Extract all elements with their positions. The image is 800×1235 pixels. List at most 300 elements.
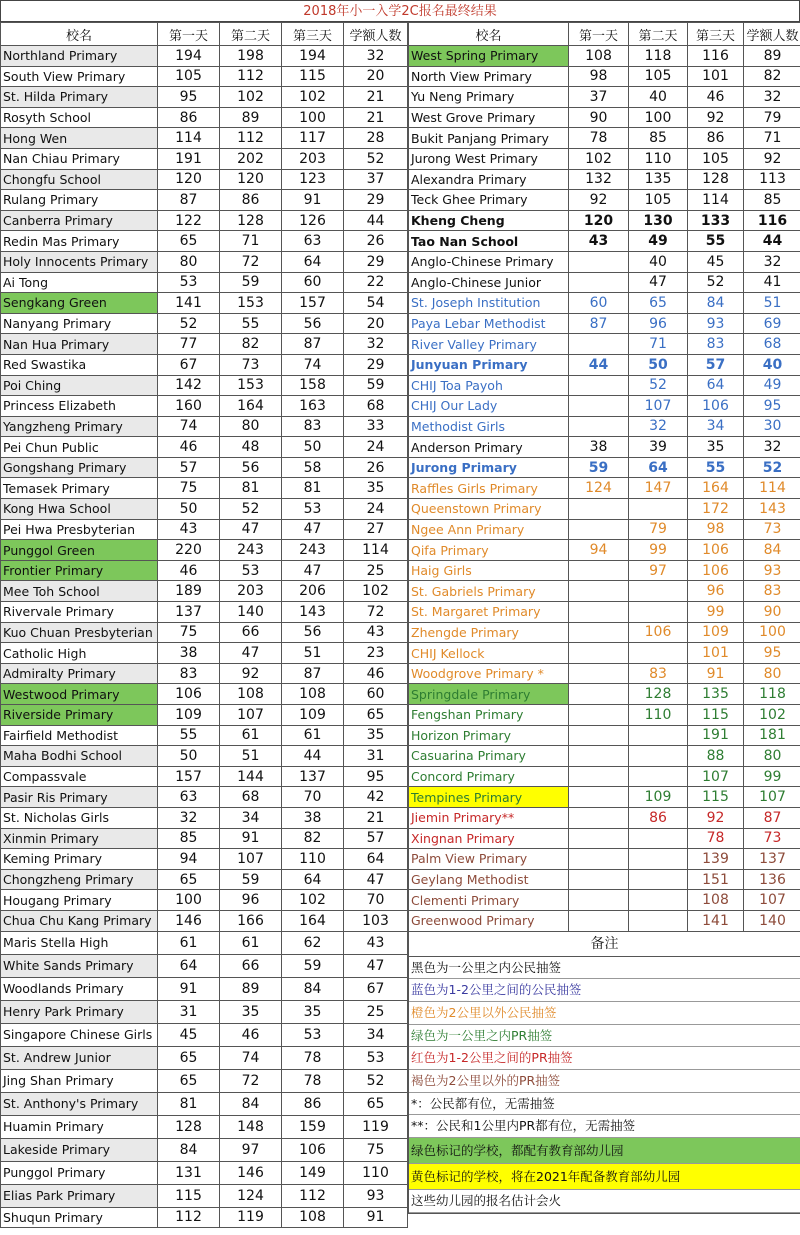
table-row xyxy=(409,766,800,787)
quota-cell: 31 xyxy=(344,746,408,767)
school-name-cell: Ngee Ann Primary xyxy=(409,519,569,540)
school-name-cell: St. Nicholas Girls xyxy=(1,807,158,828)
school-name-cell: Gongshang Primary xyxy=(1,457,158,478)
day-count-cell: 86 xyxy=(629,807,688,828)
day-count-cell: 75 xyxy=(158,622,220,643)
table-row xyxy=(409,334,800,355)
quota-cell: 34 xyxy=(344,1023,408,1046)
day-count-cell: 40 xyxy=(629,87,688,108)
quota-cell: 73 xyxy=(744,828,800,849)
day-count-cell: 107 xyxy=(220,705,282,726)
quota-cell: 60 xyxy=(344,684,408,705)
table-row xyxy=(409,890,800,911)
table-row xyxy=(1,66,408,87)
school-name-cell: Shuqun Primary xyxy=(1,1207,158,1228)
table-row xyxy=(1,807,408,828)
school-name-cell: Concord Primary xyxy=(409,766,569,787)
table-row xyxy=(1,954,408,977)
school-name-cell: Hougang Primary xyxy=(1,890,158,911)
quota-cell: 69 xyxy=(744,313,800,334)
quota-cell: 65 xyxy=(344,705,408,726)
day-count-cell: 47 xyxy=(220,519,282,540)
school-name-cell: Princess Elizabeth xyxy=(1,396,158,417)
day-count-cell: 55 xyxy=(688,231,744,252)
table-row xyxy=(409,375,800,396)
school-name-cell: Nanyang Primary xyxy=(1,313,158,334)
col-school: 校名 xyxy=(1,23,158,46)
day-count-cell: 56 xyxy=(282,313,344,334)
left-table-body xyxy=(1,46,408,1228)
table-row xyxy=(409,272,800,293)
day-count-cell: 96 xyxy=(629,313,688,334)
day-count-cell: 53 xyxy=(158,272,220,293)
quota-cell: 140 xyxy=(744,910,800,931)
col-quota: 学额人数 xyxy=(344,23,408,46)
day-count-cell xyxy=(569,272,629,293)
quota-cell: 75 xyxy=(344,1138,408,1161)
table-row xyxy=(409,684,800,705)
school-name-cell: Fairfield Methodist xyxy=(1,725,158,746)
school-name-cell: Maris Stella High xyxy=(1,931,158,954)
school-name-cell: Zhengde Primary xyxy=(409,622,569,643)
quota-cell: 29 xyxy=(344,251,408,272)
quota-cell: 79 xyxy=(744,107,800,128)
day-count-cell: 56 xyxy=(220,457,282,478)
day-count-cell: 117 xyxy=(282,128,344,149)
table-row xyxy=(1,766,408,787)
note-item: 黑色为一公里之内公民抽签 xyxy=(409,957,800,980)
day-count-cell xyxy=(569,519,629,540)
note-item: **：公民和1公里内PR都有位，无需抽签 xyxy=(409,1115,800,1138)
day-count-cell: 122 xyxy=(158,210,220,231)
day-count-cell: 66 xyxy=(220,954,282,977)
day-count-cell: 109 xyxy=(688,622,744,643)
day-count-cell: 59 xyxy=(220,272,282,293)
day-count-cell xyxy=(569,684,629,705)
table-row xyxy=(1,828,408,849)
day-count-cell: 71 xyxy=(220,231,282,252)
quota-cell: 32 xyxy=(744,251,800,272)
school-name-cell: Punggol Primary xyxy=(1,1161,158,1184)
table-row xyxy=(1,581,408,602)
day-count-cell: 107 xyxy=(688,766,744,787)
day-count-cell: 105 xyxy=(688,148,744,169)
day-count-cell: 243 xyxy=(282,540,344,561)
table-row xyxy=(409,210,800,231)
day-count-cell: 78 xyxy=(688,828,744,849)
quota-cell: 27 xyxy=(344,519,408,540)
school-name-cell: St. Margaret Primary xyxy=(409,602,569,623)
quota-cell: 84 xyxy=(744,540,800,561)
quota-cell: 32 xyxy=(744,437,800,458)
quota-cell: 25 xyxy=(344,1000,408,1023)
day-count-cell xyxy=(629,499,688,520)
quota-cell: 102 xyxy=(744,705,800,726)
quota-cell: 51 xyxy=(744,293,800,314)
day-count-cell: 151 xyxy=(688,869,744,890)
school-name-cell: Westwood Primary xyxy=(1,684,158,705)
day-count-cell: 139 xyxy=(688,849,744,870)
school-name-cell: Singapore Chinese Girls xyxy=(1,1023,158,1046)
table-row xyxy=(1,663,408,684)
table-row xyxy=(1,890,408,911)
school-name-cell: Pei Hwa Presbyterian xyxy=(1,519,158,540)
day-count-cell xyxy=(569,334,629,355)
day-count-cell: 157 xyxy=(158,766,220,787)
table-row xyxy=(409,148,800,169)
day-count-cell: 115 xyxy=(688,705,744,726)
table-row xyxy=(409,602,800,623)
day-count-cell: 65 xyxy=(158,231,220,252)
quota-cell: 82 xyxy=(744,66,800,87)
day-count-cell: 45 xyxy=(688,251,744,272)
quota-cell: 40 xyxy=(744,354,800,375)
day-count-cell xyxy=(569,766,629,787)
school-name-cell: Anglo-Chinese Junior xyxy=(409,272,569,293)
day-count-cell: 153 xyxy=(220,293,282,314)
table-row xyxy=(409,663,800,684)
table-row xyxy=(409,705,800,726)
quota-cell: 70 xyxy=(344,890,408,911)
tables-wrap xyxy=(0,22,800,1228)
day-count-cell: 53 xyxy=(220,560,282,581)
day-count-cell: 98 xyxy=(569,66,629,87)
day-count-cell: 108 xyxy=(282,684,344,705)
day-count-cell: 166 xyxy=(220,910,282,931)
day-count-cell: 163 xyxy=(282,396,344,417)
note-item: 这些幼儿园的报名估计会火 xyxy=(409,1190,800,1213)
table-row xyxy=(1,169,408,190)
day-count-cell: 164 xyxy=(282,910,344,931)
quota-cell: 26 xyxy=(344,231,408,252)
day-count-cell: 142 xyxy=(158,375,220,396)
day-count-cell: 52 xyxy=(629,375,688,396)
day-count-cell: 52 xyxy=(158,313,220,334)
day-count-cell: 61 xyxy=(220,725,282,746)
table-row xyxy=(409,499,800,520)
school-name-cell: Hong Wen xyxy=(1,128,158,149)
table-row xyxy=(409,190,800,211)
school-name-cell: Teck Ghee Primary xyxy=(409,190,569,211)
day-count-cell: 141 xyxy=(158,293,220,314)
school-name-cell: St. Andrew Junior xyxy=(1,1046,158,1069)
day-count-cell: 108 xyxy=(220,684,282,705)
day-count-cell: 43 xyxy=(569,231,629,252)
day-count-cell: 35 xyxy=(220,1000,282,1023)
quota-cell: 95 xyxy=(744,643,800,664)
day-count-cell: 84 xyxy=(282,977,344,1000)
day-count-cell xyxy=(629,602,688,623)
day-count-cell xyxy=(569,416,629,437)
school-name-cell: Maha Bodhi School xyxy=(1,746,158,767)
day-count-cell: 38 xyxy=(569,437,629,458)
day-count-cell: 102 xyxy=(569,148,629,169)
day-count-cell: 37 xyxy=(569,87,629,108)
day-count-cell xyxy=(569,622,629,643)
day-count-cell: 48 xyxy=(220,437,282,458)
day-count-cell: 191 xyxy=(688,725,744,746)
quota-cell: 20 xyxy=(344,66,408,87)
quota-cell: 44 xyxy=(744,231,800,252)
day-count-cell: 50 xyxy=(158,499,220,520)
table-row xyxy=(1,499,408,520)
school-name-cell: Poi Ching xyxy=(1,375,158,396)
day-count-cell xyxy=(569,581,629,602)
table-row xyxy=(1,87,408,108)
table-row xyxy=(409,540,800,561)
quota-cell: 52 xyxy=(344,148,408,169)
school-name-cell: Kuo Chuan Presbyterian xyxy=(1,622,158,643)
quota-cell: 37 xyxy=(344,169,408,190)
school-name-cell: West Grove Primary xyxy=(409,107,569,128)
day-count-cell: 65 xyxy=(158,1069,220,1092)
day-count-cell: 87 xyxy=(569,313,629,334)
table-row xyxy=(1,1000,408,1023)
day-count-cell: 110 xyxy=(282,849,344,870)
day-count-cell: 128 xyxy=(688,169,744,190)
day-count-cell: 110 xyxy=(629,148,688,169)
school-name-cell: St. Anthony's Primary xyxy=(1,1092,158,1115)
table-row xyxy=(409,128,800,149)
day-count-cell xyxy=(629,746,688,767)
day-count-cell: 64 xyxy=(158,954,220,977)
table-row xyxy=(1,977,408,1000)
school-name-cell: Elias Park Primary xyxy=(1,1184,158,1207)
table-row xyxy=(409,293,800,314)
day-count-cell: 72 xyxy=(220,1069,282,1092)
day-count-cell: 164 xyxy=(688,478,744,499)
day-count-cell: 46 xyxy=(688,87,744,108)
quota-cell: 35 xyxy=(344,478,408,499)
day-count-cell: 164 xyxy=(220,396,282,417)
col-day3: 第三天 xyxy=(282,23,344,46)
day-count-cell xyxy=(569,396,629,417)
quota-cell: 137 xyxy=(744,849,800,870)
quota-cell: 23 xyxy=(344,643,408,664)
school-name-cell: Keming Primary xyxy=(1,849,158,870)
quota-cell: 73 xyxy=(744,519,800,540)
school-name-cell: Rulang Primary xyxy=(1,190,158,211)
school-name-cell: Holy Innocents Primary xyxy=(1,251,158,272)
quota-cell: 21 xyxy=(344,87,408,108)
quota-cell: 32 xyxy=(344,334,408,355)
school-name-cell: Rivervale Primary xyxy=(1,602,158,623)
school-name-cell: Methodist Girls xyxy=(409,416,569,437)
sheet-title: 2018年小一入学2C报名最终结果 xyxy=(0,0,800,22)
school-name-cell: Xinmin Primary xyxy=(1,828,158,849)
school-name-cell: Yangzheng Primary xyxy=(1,416,158,437)
day-count-cell: 149 xyxy=(282,1161,344,1184)
day-count-cell: 50 xyxy=(629,354,688,375)
quota-cell: 116 xyxy=(744,210,800,231)
school-name-cell: Tao Nan School xyxy=(409,231,569,252)
day-count-cell: 56 xyxy=(282,622,344,643)
day-count-cell: 114 xyxy=(158,128,220,149)
quota-cell: 33 xyxy=(344,416,408,437)
school-name-cell: Kheng Cheng xyxy=(409,210,569,231)
school-name-cell: Chongfu School xyxy=(1,169,158,190)
right-column xyxy=(408,22,800,1214)
day-count-cell xyxy=(569,643,629,664)
day-count-cell: 57 xyxy=(688,354,744,375)
day-count-cell: 75 xyxy=(158,478,220,499)
day-count-cell: 82 xyxy=(282,828,344,849)
day-count-cell: 47 xyxy=(220,643,282,664)
day-count-cell: 99 xyxy=(629,540,688,561)
school-name-cell: River Valley Primary xyxy=(409,334,569,355)
note-item: 橙色为2公里以外公民抽签 xyxy=(409,1002,800,1025)
quota-cell: 85 xyxy=(744,190,800,211)
day-count-cell: 100 xyxy=(629,107,688,128)
day-count-cell: 46 xyxy=(158,437,220,458)
day-count-cell: 86 xyxy=(158,107,220,128)
table-row xyxy=(1,128,408,149)
day-count-cell: 194 xyxy=(158,46,220,67)
day-count-cell: 108 xyxy=(282,1207,344,1228)
table-row xyxy=(1,869,408,890)
school-name-cell: South View Primary xyxy=(1,66,158,87)
day-count-cell: 83 xyxy=(629,663,688,684)
day-count-cell: 102 xyxy=(282,890,344,911)
right-results-table xyxy=(408,22,800,932)
day-count-cell: 102 xyxy=(220,87,282,108)
school-name-cell: Jurong West Primary xyxy=(409,148,569,169)
col-day2: 第二天 xyxy=(220,23,282,46)
school-name-cell: Pasir Ris Primary xyxy=(1,787,158,808)
quota-cell: 118 xyxy=(744,684,800,705)
quota-cell: 53 xyxy=(344,1046,408,1069)
day-count-cell: 44 xyxy=(282,746,344,767)
quota-cell: 68 xyxy=(344,396,408,417)
school-name-cell: North View Primary xyxy=(409,66,569,87)
table-row xyxy=(1,1138,408,1161)
school-name-cell: Geylang Methodist xyxy=(409,869,569,890)
note-item: *：公民都有位，无需抽签 xyxy=(409,1093,800,1116)
day-count-cell: 143 xyxy=(282,602,344,623)
day-count-cell: 106 xyxy=(688,540,744,561)
day-count-cell: 109 xyxy=(629,787,688,808)
quota-cell: 91 xyxy=(344,1207,408,1228)
school-name-cell: Jiemin Primary** xyxy=(409,807,569,828)
day-count-cell: 43 xyxy=(158,519,220,540)
day-count-cell: 130 xyxy=(629,210,688,231)
day-count-cell xyxy=(629,890,688,911)
quota-cell: 143 xyxy=(744,499,800,520)
school-name-cell: Alexandra Primary xyxy=(409,169,569,190)
school-name-cell: Chongzheng Primary xyxy=(1,869,158,890)
day-count-cell: 102 xyxy=(282,87,344,108)
day-count-cell: 115 xyxy=(282,66,344,87)
quota-cell: 47 xyxy=(344,954,408,977)
day-count-cell xyxy=(629,581,688,602)
quota-cell: 107 xyxy=(744,890,800,911)
quota-cell: 103 xyxy=(344,910,408,931)
day-count-cell: 52 xyxy=(220,499,282,520)
quota-cell: 65 xyxy=(344,1092,408,1115)
col-day3: 第三天 xyxy=(688,23,744,46)
day-count-cell: 64 xyxy=(282,251,344,272)
col-quota: 学额人数 xyxy=(744,23,800,46)
day-count-cell: 81 xyxy=(220,478,282,499)
day-count-cell: 82 xyxy=(220,334,282,355)
day-count-cell: 96 xyxy=(688,581,744,602)
school-name-cell: Yu Neng Primary xyxy=(409,87,569,108)
day-count-cell: 35 xyxy=(688,437,744,458)
day-count-cell xyxy=(629,910,688,931)
day-count-cell: 64 xyxy=(282,869,344,890)
day-count-cell: 106 xyxy=(688,396,744,417)
table-row xyxy=(1,910,408,931)
day-count-cell: 47 xyxy=(282,560,344,581)
day-count-cell: 55 xyxy=(220,313,282,334)
day-count-cell xyxy=(569,828,629,849)
table-row xyxy=(1,107,408,128)
quota-cell: 95 xyxy=(744,396,800,417)
day-count-cell: 118 xyxy=(629,46,688,67)
day-count-cell: 59 xyxy=(220,869,282,890)
day-count-cell: 64 xyxy=(629,457,688,478)
table-row xyxy=(1,519,408,540)
day-count-cell: 92 xyxy=(220,663,282,684)
day-count-cell: 34 xyxy=(688,416,744,437)
day-count-cell: 59 xyxy=(282,954,344,977)
day-count-cell: 86 xyxy=(220,190,282,211)
col-day2: 第二天 xyxy=(629,23,688,46)
school-name-cell: Springdale Primary xyxy=(409,684,569,705)
school-name-cell: CHIJ Toa Payoh xyxy=(409,375,569,396)
day-count-cell: 131 xyxy=(158,1161,220,1184)
day-count-cell: 50 xyxy=(282,437,344,458)
day-count-cell: 107 xyxy=(220,849,282,870)
day-count-cell: 73 xyxy=(220,354,282,375)
school-name-cell: Northland Primary xyxy=(1,46,158,67)
quota-cell: 136 xyxy=(744,869,800,890)
day-count-cell: 114 xyxy=(688,190,744,211)
day-count-cell: 63 xyxy=(282,231,344,252)
day-count-cell: 116 xyxy=(688,46,744,67)
day-count-cell: 87 xyxy=(282,663,344,684)
quota-cell: 100 xyxy=(744,622,800,643)
day-count-cell: 80 xyxy=(220,416,282,437)
quota-cell: 42 xyxy=(344,787,408,808)
day-count-cell: 61 xyxy=(220,931,282,954)
day-count-cell: 101 xyxy=(688,66,744,87)
quota-cell: 21 xyxy=(344,107,408,128)
school-name-cell: Kong Hwa School xyxy=(1,499,158,520)
day-count-cell: 79 xyxy=(629,519,688,540)
day-count-cell: 140 xyxy=(220,602,282,623)
day-count-cell: 74 xyxy=(282,354,344,375)
table-row xyxy=(1,231,408,252)
table-row xyxy=(1,251,408,272)
table-row xyxy=(409,746,800,767)
table-row xyxy=(1,437,408,458)
day-count-cell: 39 xyxy=(629,437,688,458)
school-name-cell: Casuarina Primary xyxy=(409,746,569,767)
day-count-cell: 57 xyxy=(158,457,220,478)
day-count-cell: 132 xyxy=(569,169,629,190)
day-count-cell: 100 xyxy=(158,890,220,911)
quota-cell: 83 xyxy=(744,581,800,602)
quota-cell: 32 xyxy=(744,87,800,108)
table-row xyxy=(1,1046,408,1069)
day-count-cell xyxy=(569,705,629,726)
table-row xyxy=(409,231,800,252)
day-count-cell: 65 xyxy=(629,293,688,314)
day-count-cell: 78 xyxy=(569,128,629,149)
day-count-cell: 84 xyxy=(220,1092,282,1115)
day-count-cell xyxy=(569,499,629,520)
